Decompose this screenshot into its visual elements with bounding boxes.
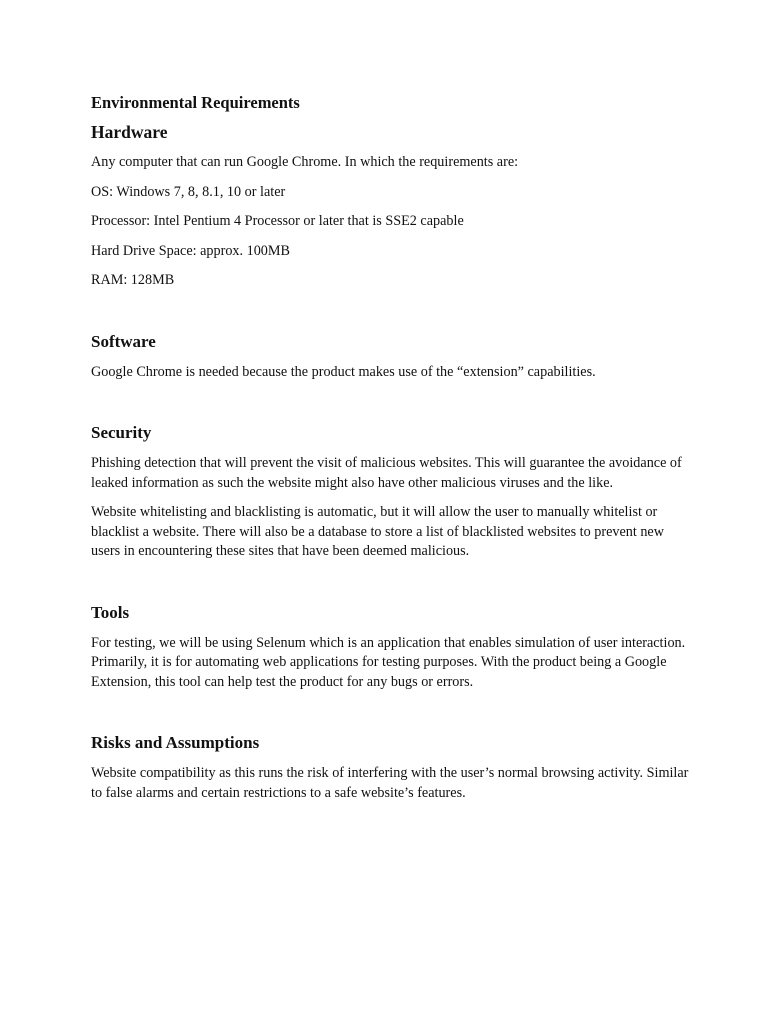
- software-text: Google Chrome is needed because the product makes use of the “extension” capabilities.: [91, 363, 596, 380]
- security-paragraph-1: Phishing detection that will prevent the visit of malicious websites. This will guarantee the avoidance of leaked information as such the website might also have other malicious viruses and the like.: [91, 455, 682, 491]
- risks-text: Website compatibility as this runs the risk of interfering with the user’s normal browsing activity. Similar to false alarms and certain restrictions to a safe website’s features.: [91, 765, 689, 801]
- section-heading-software: Software: [91, 331, 156, 351]
- hardware-os: OS: Windows 7, 8, 8.1, 10 or later: [91, 183, 286, 200]
- section-heading-tools: Tools: [91, 602, 130, 622]
- section-heading-security: Security: [91, 423, 152, 442]
- hardware-ram: RAM: 128MB: [91, 272, 175, 288]
- page-title: Environmental Requirements: [91, 93, 300, 112]
- hardware-intro: Any computer that can run Google Chrome. In which the requirements are:: [91, 154, 519, 170]
- section-heading-risks: Risks and Assumptions: [91, 733, 260, 752]
- section-heading-hardware: Hardware: [91, 122, 168, 142]
- hardware-processor: Processor: Intel Pentium 4 Processor or later that is SSE2 capable: [91, 213, 464, 229]
- tools-text: For testing, we will be using Selenum which is an application that enables simulation of user interaction. Primarily, it is for automating web applications for testing purposes. With the product being a Google Extension, this tool can help test the product for any bugs or errors.: [91, 634, 686, 690]
- document-body: [91, 92, 691, 803]
- hardware-drive: Hard Drive Space: approx. 100MB: [91, 242, 290, 259]
- security-paragraph-2: Website whitelisting and blacklisting is automatic, but it will allow the user to manually whitelist or blacklist a website. There will also be a database to store a list of blacklisted websites to prevent new users in encountering these sites that have been deemed malicious.: [91, 504, 664, 559]
